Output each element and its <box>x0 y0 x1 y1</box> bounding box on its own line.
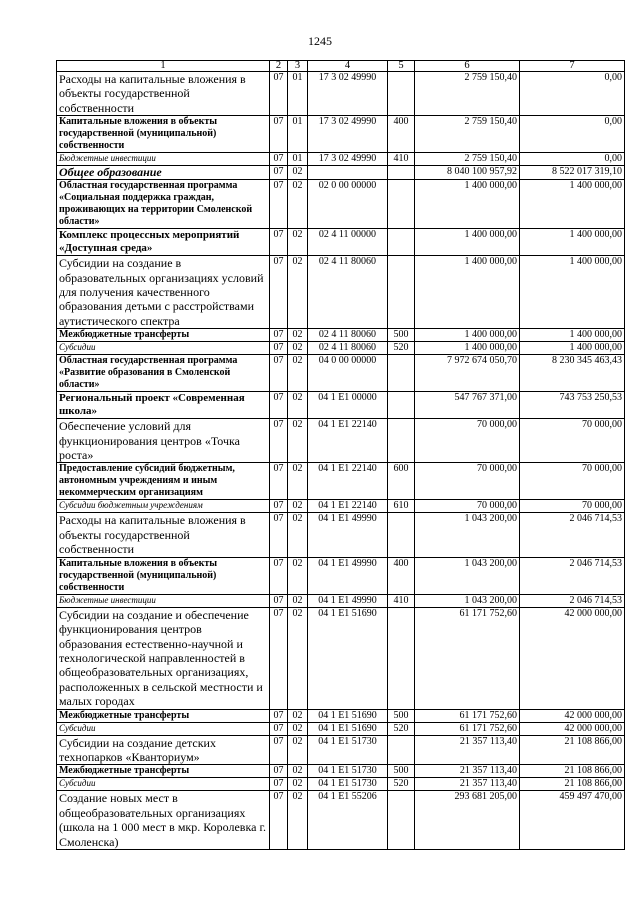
row-expense-type-code <box>388 419 415 463</box>
row-amount-year-2: 1 400 000,00 <box>520 342 625 355</box>
budget-table <box>56 60 625 850</box>
row-amount-year-1: 61 171 752,60 <box>415 722 520 735</box>
row-amount-year-1: 547 767 371,00 <box>415 392 520 419</box>
row-name: Областная государственная программа «Социальная поддержка граждан, проживающих на территории Смоленской области» <box>57 180 270 229</box>
row-expense-type-code: 400 <box>388 116 415 153</box>
row-amount-year-1: 2 759 150,40 <box>415 116 520 153</box>
row-subsection-code: 02 <box>288 229 308 256</box>
row-expense-type-code: 610 <box>388 500 415 513</box>
row-section-code: 07 <box>270 355 288 392</box>
row-name: Межбюджетные трансферты <box>57 765 270 778</box>
row-target-article-code: 04 1 E1 49990 <box>308 557 388 594</box>
table-row <box>57 153 625 166</box>
row-amount-year-2: 21 108 866,00 <box>520 778 625 791</box>
row-amount-year-1: 1 400 000,00 <box>415 329 520 342</box>
row-amount-year-1: 1 400 000,00 <box>415 342 520 355</box>
row-subsection-code: 02 <box>288 791 308 850</box>
row-expense-type-code: 520 <box>388 778 415 791</box>
row-amount-year-2: 42 000 000,00 <box>520 709 625 722</box>
row-amount-year-2: 1 400 000,00 <box>520 329 625 342</box>
row-section-code: 07 <box>270 342 288 355</box>
row-amount-year-1: 2 759 150,40 <box>415 153 520 166</box>
row-target-article-code: 02 4 11 80060 <box>308 342 388 355</box>
row-amount-year-2: 1 400 000,00 <box>520 256 625 329</box>
column-number-header: 3 <box>288 61 308 72</box>
table-row <box>57 594 625 607</box>
table-row <box>57 166 625 180</box>
row-subsection-code: 02 <box>288 778 308 791</box>
row-expense-type-code <box>388 791 415 850</box>
row-name: Расходы на капитальные вложения в объекты государственной собственности <box>57 72 270 116</box>
row-amount-year-1: 1 400 000,00 <box>415 256 520 329</box>
row-expense-type-code: 520 <box>388 342 415 355</box>
row-amount-year-1: 1 400 000,00 <box>415 229 520 256</box>
row-target-article-code: 17 3 02 49990 <box>308 72 388 116</box>
table-row <box>57 513 625 557</box>
row-name: Областная государственная программа «Развитие образования в Смоленской области» <box>57 355 270 392</box>
row-expense-type-code <box>388 256 415 329</box>
row-amount-year-2: 459 497 470,00 <box>520 791 625 850</box>
row-target-article-code: 04 1 E1 22140 <box>308 419 388 463</box>
table-row <box>57 791 625 850</box>
row-section-code: 07 <box>270 735 288 765</box>
table-row <box>57 557 625 594</box>
row-amount-year-1: 7 972 674 050,70 <box>415 355 520 392</box>
row-target-article-code: 04 0 00 00000 <box>308 355 388 392</box>
row-amount-year-2: 8 230 345 463,43 <box>520 355 625 392</box>
row-amount-year-1: 70 000,00 <box>415 463 520 500</box>
row-expense-type-code: 400 <box>388 557 415 594</box>
column-number-header: 4 <box>308 61 388 72</box>
table-row <box>57 392 625 419</box>
table-body <box>57 72 625 850</box>
row-target-article-code: 17 3 02 49990 <box>308 153 388 166</box>
row-amount-year-1: 2 759 150,40 <box>415 72 520 116</box>
row-expense-type-code <box>388 180 415 229</box>
row-amount-year-1: 61 171 752,60 <box>415 709 520 722</box>
row-amount-year-2: 1 400 000,00 <box>520 180 625 229</box>
row-amount-year-2: 0,00 <box>520 153 625 166</box>
row-target-article-code: 02 4 11 80060 <box>308 256 388 329</box>
table-row <box>57 329 625 342</box>
row-amount-year-2: 70 000,00 <box>520 463 625 500</box>
row-section-code: 07 <box>270 791 288 850</box>
row-name: Бюджетные инвестиции <box>57 594 270 607</box>
row-subsection-code: 02 <box>288 765 308 778</box>
table-row <box>57 116 625 153</box>
row-expense-type-code <box>388 229 415 256</box>
row-expense-type-code <box>388 392 415 419</box>
row-subsection-code: 02 <box>288 735 308 765</box>
row-amount-year-2: 2 046 714,53 <box>520 513 625 557</box>
row-amount-year-1: 1 400 000,00 <box>415 180 520 229</box>
row-section-code: 07 <box>270 116 288 153</box>
row-subsection-code: 02 <box>288 463 308 500</box>
row-subsection-code: 02 <box>288 709 308 722</box>
table-row <box>57 355 625 392</box>
row-subsection-code: 01 <box>288 116 308 153</box>
row-expense-type-code <box>388 735 415 765</box>
row-section-code: 07 <box>270 778 288 791</box>
row-target-article-code: 04 1 E1 55206 <box>308 791 388 850</box>
row-name: Бюджетные инвестиции <box>57 153 270 166</box>
row-subsection-code: 02 <box>288 180 308 229</box>
row-subsection-code: 02 <box>288 513 308 557</box>
row-section-code: 07 <box>270 72 288 116</box>
table-row <box>57 735 625 765</box>
row-expense-type-code: 500 <box>388 709 415 722</box>
table-row <box>57 72 625 116</box>
row-section-code: 07 <box>270 513 288 557</box>
row-subsection-code: 02 <box>288 256 308 329</box>
row-target-article-code: 04 1 E1 51730 <box>308 778 388 791</box>
table-row <box>57 463 625 500</box>
row-name: Межбюджетные трансферты <box>57 709 270 722</box>
row-expense-type-code <box>388 166 415 180</box>
column-number-header: 6 <box>415 61 520 72</box>
row-expense-type-code <box>388 513 415 557</box>
table-row <box>57 419 625 463</box>
column-number-row <box>57 61 625 72</box>
row-amount-year-2: 21 108 866,00 <box>520 735 625 765</box>
row-target-article-code: 04 1 E1 00000 <box>308 392 388 419</box>
row-section-code: 07 <box>270 500 288 513</box>
row-target-article-code: 04 1 E1 51730 <box>308 735 388 765</box>
row-amount-year-1: 1 043 200,00 <box>415 557 520 594</box>
row-subsection-code: 01 <box>288 153 308 166</box>
row-name: Субсидии на создание и обеспечение функционирования центров образования естественно-научной и технологической направленностей в общеобразовательных организациях, расположенных в сельской местности и малых городах <box>57 607 270 709</box>
row-name: Капитальные вложения в объекты государственной (муниципальной) собственности <box>57 557 270 594</box>
row-section-code: 07 <box>270 419 288 463</box>
row-name: Субсидии <box>57 778 270 791</box>
row-subsection-code: 02 <box>288 722 308 735</box>
row-amount-year-2: 0,00 <box>520 72 625 116</box>
row-amount-year-2: 0,00 <box>520 116 625 153</box>
row-subsection-code: 02 <box>288 355 308 392</box>
row-expense-type-code <box>388 72 415 116</box>
row-section-code: 07 <box>270 607 288 709</box>
row-expense-type-code <box>388 607 415 709</box>
table-row <box>57 607 625 709</box>
row-amount-year-1: 1 043 200,00 <box>415 513 520 557</box>
row-amount-year-1: 21 357 113,40 <box>415 778 520 791</box>
row-subsection-code: 01 <box>288 72 308 116</box>
row-target-article-code: 04 1 E1 51690 <box>308 607 388 709</box>
row-amount-year-1: 70 000,00 <box>415 419 520 463</box>
row-name: Субсидии бюджетным учреждениям <box>57 500 270 513</box>
table-row <box>57 229 625 256</box>
row-amount-year-1: 8 040 100 957,92 <box>415 166 520 180</box>
row-subsection-code: 02 <box>288 557 308 594</box>
row-section-code: 07 <box>270 392 288 419</box>
row-expense-type-code: 410 <box>388 153 415 166</box>
row-section-code: 07 <box>270 594 288 607</box>
row-target-article-code <box>308 166 388 180</box>
row-name: Общее образование <box>57 166 270 180</box>
row-section-code: 07 <box>270 463 288 500</box>
column-number-header: 5 <box>388 61 415 72</box>
row-amount-year-2: 42 000 000,00 <box>520 607 625 709</box>
row-amount-year-2: 2 046 714,53 <box>520 557 625 594</box>
row-subsection-code: 02 <box>288 342 308 355</box>
row-amount-year-2: 8 522 017 319,10 <box>520 166 625 180</box>
row-subsection-code: 02 <box>288 166 308 180</box>
row-subsection-code: 02 <box>288 392 308 419</box>
row-target-article-code: 02 4 11 00000 <box>308 229 388 256</box>
row-target-article-code: 04 1 E1 51690 <box>308 709 388 722</box>
row-amount-year-1: 70 000,00 <box>415 500 520 513</box>
row-name: Субсидии на создание детских технопарков «Кванториум» <box>57 735 270 765</box>
row-subsection-code: 02 <box>288 500 308 513</box>
row-section-code: 07 <box>270 765 288 778</box>
table-row <box>57 778 625 791</box>
row-name: Комплекс процессных мероприятий «Доступная среда» <box>57 229 270 256</box>
row-amount-year-2: 42 000 000,00 <box>520 722 625 735</box>
row-name: Региональный проект «Современная школа» <box>57 392 270 419</box>
row-target-article-code: 04 1 E1 49990 <box>308 513 388 557</box>
row-target-article-code: 02 0 00 00000 <box>308 180 388 229</box>
row-amount-year-1: 21 357 113,40 <box>415 735 520 765</box>
row-name: Предоставление субсидий бюджетным, автономным учреждениям и иным некоммерческим организациям <box>57 463 270 500</box>
row-amount-year-2: 70 000,00 <box>520 500 625 513</box>
row-subsection-code: 02 <box>288 419 308 463</box>
row-expense-type-code: 500 <box>388 329 415 342</box>
row-amount-year-2: 70 000,00 <box>520 419 625 463</box>
row-amount-year-2: 743 753 250,53 <box>520 392 625 419</box>
row-target-article-code: 02 4 11 80060 <box>308 329 388 342</box>
row-name: Расходы на капитальные вложения в объекты государственной собственности <box>57 513 270 557</box>
row-section-code: 07 <box>270 722 288 735</box>
row-subsection-code: 02 <box>288 594 308 607</box>
column-number-header: 7 <box>520 61 625 72</box>
row-amount-year-1: 61 171 752,60 <box>415 607 520 709</box>
table-row <box>57 709 625 722</box>
row-name: Субсидии на создание в образовательных организациях условий для получения качественного образования детьми с расстройствами аутистического спектра <box>57 256 270 329</box>
table-row <box>57 256 625 329</box>
column-number-header: 1 <box>57 61 270 72</box>
table-row <box>57 180 625 229</box>
row-target-article-code: 04 1 E1 22140 <box>308 500 388 513</box>
row-section-code: 07 <box>270 180 288 229</box>
row-expense-type-code: 500 <box>388 765 415 778</box>
row-expense-type-code: 600 <box>388 463 415 500</box>
row-name: Межбюджетные трансферты <box>57 329 270 342</box>
row-amount-year-1: 21 357 113,40 <box>415 765 520 778</box>
row-section-code: 07 <box>270 229 288 256</box>
row-amount-year-2: 2 046 714,53 <box>520 594 625 607</box>
row-subsection-code: 02 <box>288 607 308 709</box>
row-target-article-code: 04 1 E1 51690 <box>308 722 388 735</box>
row-name: Капитальные вложения в объекты государственной (муниципальной) собственности <box>57 116 270 153</box>
table-row <box>57 500 625 513</box>
row-expense-type-code <box>388 355 415 392</box>
row-subsection-code: 02 <box>288 329 308 342</box>
row-target-article-code: 17 3 02 49990 <box>308 116 388 153</box>
row-section-code: 07 <box>270 709 288 722</box>
row-amount-year-1: 1 043 200,00 <box>415 594 520 607</box>
row-name: Создание новых мест в общеобразовательных организациях (школа на 1 000 мест в мкр. Королевка г. Смоленска) <box>57 791 270 850</box>
row-expense-type-code: 520 <box>388 722 415 735</box>
row-section-code: 07 <box>270 153 288 166</box>
row-section-code: 07 <box>270 329 288 342</box>
row-amount-year-2: 1 400 000,00 <box>520 229 625 256</box>
row-section-code: 07 <box>270 256 288 329</box>
row-target-article-code: 04 1 E1 49990 <box>308 594 388 607</box>
table-row <box>57 722 625 735</box>
row-amount-year-2: 21 108 866,00 <box>520 765 625 778</box>
table-row <box>57 342 625 355</box>
row-name: Субсидии <box>57 342 270 355</box>
page-number: 1245 <box>308 34 332 48</box>
row-target-article-code: 04 1 E1 22140 <box>308 463 388 500</box>
column-number-header: 2 <box>270 61 288 72</box>
row-section-code: 07 <box>270 557 288 594</box>
row-section-code: 07 <box>270 166 288 180</box>
row-target-article-code: 04 1 E1 51730 <box>308 765 388 778</box>
row-name: Обеспечение условий для функционирования центров «Точка роста» <box>57 419 270 463</box>
row-amount-year-1: 293 681 205,00 <box>415 791 520 850</box>
table-row <box>57 765 625 778</box>
row-expense-type-code: 410 <box>388 594 415 607</box>
row-name: Субсидии <box>57 722 270 735</box>
